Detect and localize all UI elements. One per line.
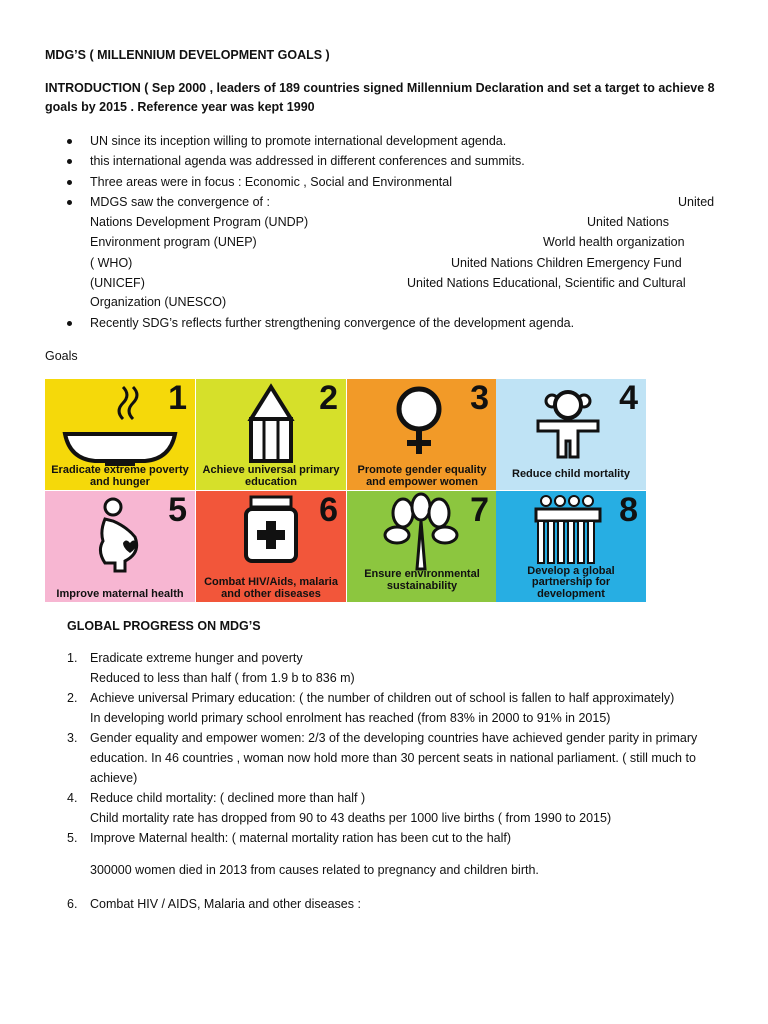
progress-detail: Reduced to less than half ( from 1.9 b to 836 m) <box>90 671 355 685</box>
goal-caption: Combat HIV/Aids, malaria and other diseases <box>204 576 338 600</box>
bullet-item: Nations Development Program (UNDP) <box>90 215 309 229</box>
goals-label: Goals <box>45 349 78 363</box>
goal-tile-5 <box>45 491 195 602</box>
bullet-dot <box>67 139 72 144</box>
list-number: 5. <box>67 831 78 845</box>
goal-number: 5 <box>168 491 187 529</box>
bullet-item: this international agenda was addressed in different conferences and summits. <box>90 154 525 168</box>
goal-caption: Achieve universal primary education <box>202 464 340 488</box>
bullet-item: ( WHO) <box>90 256 133 270</box>
goal-caption: Promote gender equality and empower women <box>357 464 487 488</box>
progress-detail: achieve) <box>90 771 138 785</box>
bullet-item-right: United Nations <box>587 215 669 229</box>
progress-heading: GLOBAL PROGRESS ON MDG’S <box>67 619 261 633</box>
goal-tile-6 <box>196 491 346 602</box>
progress-detail: education. In 46 countries , woman now hold more than 30 percent seats in national parliament. ( still much to <box>90 751 696 765</box>
goal-number: 7 <box>470 491 489 529</box>
progress-item: Combat HIV / AIDS, Malaria and other diseases : <box>90 897 361 911</box>
progress-detail: Child mortality rate has dropped from 90 to 43 deaths per 1000 live births ( from 1990 to 2015) <box>90 811 612 825</box>
list-number: 1. <box>67 651 78 665</box>
bullet-dot <box>67 321 72 326</box>
goal-number: 3 <box>470 379 489 417</box>
bullet-item: Organization (UNESCO) <box>90 295 227 309</box>
goals-grid <box>45 379 646 602</box>
progress-item: Reduce child mortality: ( declined more than half ) <box>90 791 366 805</box>
goal-caption: Reduce child mortality <box>512 467 630 480</box>
bullet-item: MDGS saw the convergence of : <box>90 195 270 209</box>
goal-tile-4 <box>496 379 646 490</box>
progress-item: Achieve universal Primary education: ( the number of children out of school is fallen to half approximately) <box>90 691 675 705</box>
intro-line-2: goals by 2015 . Reference year was kept 1990 <box>45 100 315 114</box>
bullet-dot <box>67 180 72 185</box>
goal-tile-3 <box>347 379 497 490</box>
goal-tile-7 <box>347 491 497 602</box>
list-number: 2. <box>67 691 78 705</box>
bullet-item: UN since its inception willing to promote international development agenda. <box>90 134 507 148</box>
bullet-item-right: United Nations Educational, Scientific and Cultural <box>407 276 686 290</box>
bullet-item-right: United <box>678 195 715 209</box>
bullet-dot <box>67 159 72 164</box>
goal-tile-1 <box>45 379 195 490</box>
progress-item: Eradicate extreme hunger and poverty <box>90 651 303 665</box>
list-number: 4. <box>67 791 78 805</box>
goal-number: 4 <box>619 379 638 417</box>
progress-detail: In developing world primary school enrolment has reached (from 83% in 2000 to 91% in 2015) <box>90 711 611 725</box>
goal-caption: Develop a global partnership for development <box>527 564 615 600</box>
goal-caption: Improve maternal health <box>56 587 184 600</box>
bullet-item: Recently SDG’s reflects further strengthening convergence of the development agenda. <box>90 316 575 330</box>
goal-caption: Eradicate extreme poverty and hunger <box>51 464 189 488</box>
list-number: 6. <box>67 897 78 911</box>
goal-number: 2 <box>319 379 338 417</box>
list-number: 3. <box>67 731 78 745</box>
progress-item: Gender equality and empower women: 2/3 of the developing countries have achieved gender parity in primary <box>90 731 698 745</box>
intro-line-1: INTRODUCTION ( Sep 2000 , leaders of 189 countries signed Millennium Declaration and set a target to achieve 8 <box>45 81 715 95</box>
bullet-item-right: World health organization <box>543 235 685 249</box>
goal-number: 8 <box>619 491 638 529</box>
bullet-dot <box>67 200 72 205</box>
progress-detail: 300000 women died in 2013 from causes related to pregnancy and children birth. <box>90 863 539 877</box>
goal-caption: Ensure environmental sustainability <box>364 568 480 592</box>
goal-tile-2 <box>196 379 346 490</box>
goal-number: 1 <box>168 379 187 417</box>
bullet-item-right: United Nations Children Emergency Fund <box>451 256 682 270</box>
bullet-item: Environment program (UNEP) <box>90 235 257 249</box>
goal-number: 6 <box>319 491 338 529</box>
bullet-item: (UNICEF) <box>90 276 145 290</box>
doc-title: MDG’S ( MILLENNIUM DEVELOPMENT GOALS ) <box>45 48 330 62</box>
goal-tile-8 <box>496 491 646 602</box>
progress-item: Improve Maternal health: ( maternal mortality ration has been cut to the half) <box>90 831 512 845</box>
bullet-item: Three areas were in focus : Economic , Social and Environmental <box>90 175 452 189</box>
